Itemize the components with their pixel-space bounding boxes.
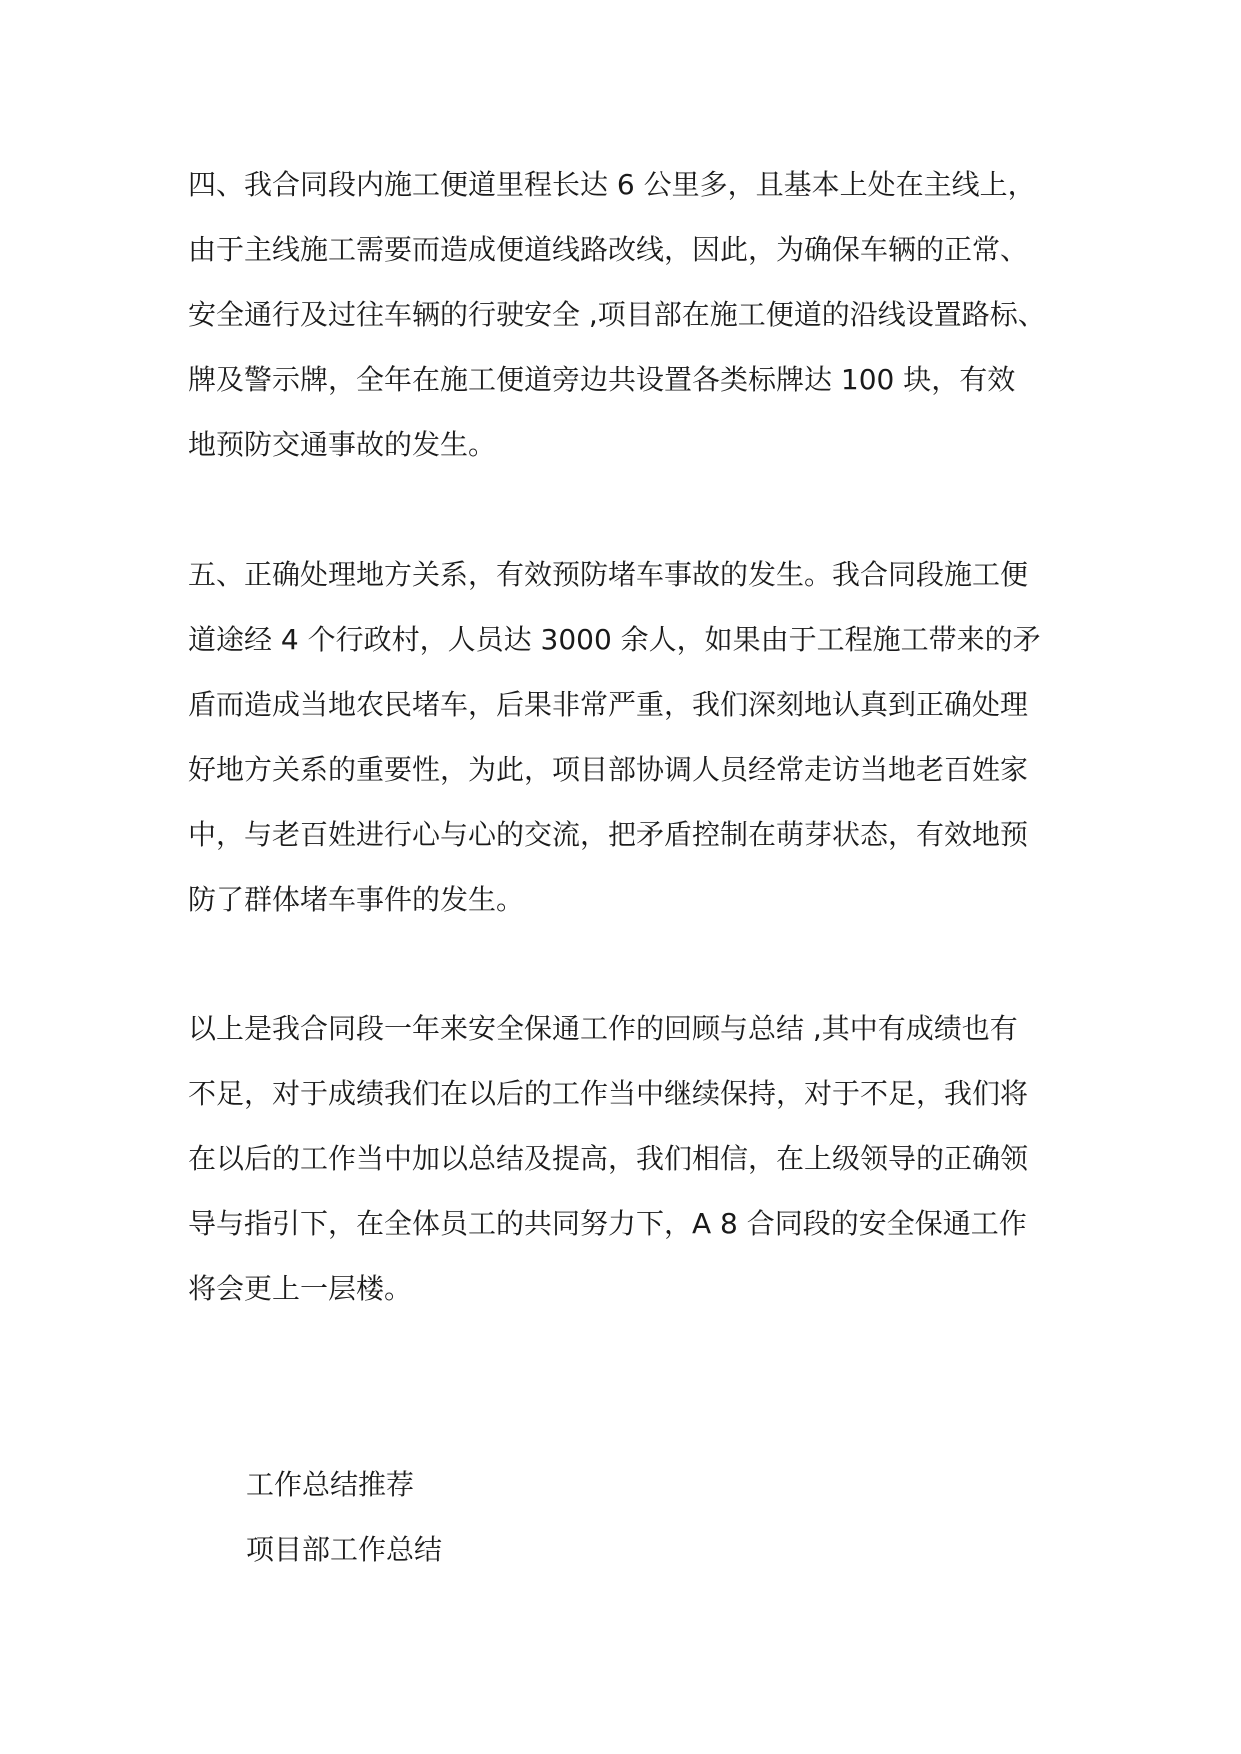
paragraph-conclusion — [188, 996, 1068, 1321]
text-line: 道途经 4 个行政村，人员达 3000 余人，如果由于工程施工带来的矛 — [188, 623, 1041, 656]
related-link-recommended-summaries[interactable]: 工作总结推荐 — [246, 1468, 415, 1501]
related-link-project-summary[interactable]: 项目部工作总结 — [246, 1533, 443, 1566]
text-line: 安全通行及过往车辆的行驶安全 ,项目部在施工便道的沿线设置路标、 — [188, 298, 1046, 331]
text-line: 在以后的工作当中加以总结及提高，我们相信，在上级领导的正确领 — [188, 1142, 1029, 1175]
paragraph-road-signs — [188, 152, 1068, 477]
text-line: 由于主线施工需要而造成便道线路改线，因此，为确保车辆的正常、 — [188, 233, 1029, 266]
related-links — [246, 1452, 442, 1582]
text-line: 防了群体堵车事件的发生。 — [188, 883, 525, 916]
text-line: 牌及警示牌，全年在施工便道旁边共设置各类标牌达 100 块，有效 — [188, 363, 1016, 396]
paragraph-local-relations — [188, 542, 1068, 932]
text-line: 将会更上一层楼。 — [188, 1272, 413, 1305]
text-line: 盾而造成当地农民堵车，后果非常严重，我们深刻地认真到正确处理 — [188, 688, 1029, 721]
text-line: 以上是我合同段一年来安全保通工作的回顾与总结 ,其中有成绩也有 — [188, 1012, 1018, 1045]
text-line: 五、正确处理地方关系，有效预防堵车事故的发生。我合同段施工便 — [188, 558, 1029, 591]
text-line: 导与指引下，在全体员工的共同努力下，A 8 合同段的安全保通工作 — [188, 1207, 1027, 1240]
text-line: 不足，对于成绩我们在以后的工作当中继续保持，对于不足，我们将 — [188, 1077, 1029, 1110]
text-line: 四、我合同段内施工便道里程长达 6 公里多，且基本上处在主线上， — [188, 168, 1036, 201]
text-line: 中，与老百姓进行心与心的交流，把矛盾控制在萌芽状态，有效地预 — [188, 818, 1029, 851]
text-line: 地预防交通事故的发生。 — [188, 428, 497, 461]
text-line: 好地方关系的重要性，为此，项目部协调人员经常走访当地老百姓家 — [188, 753, 1029, 786]
